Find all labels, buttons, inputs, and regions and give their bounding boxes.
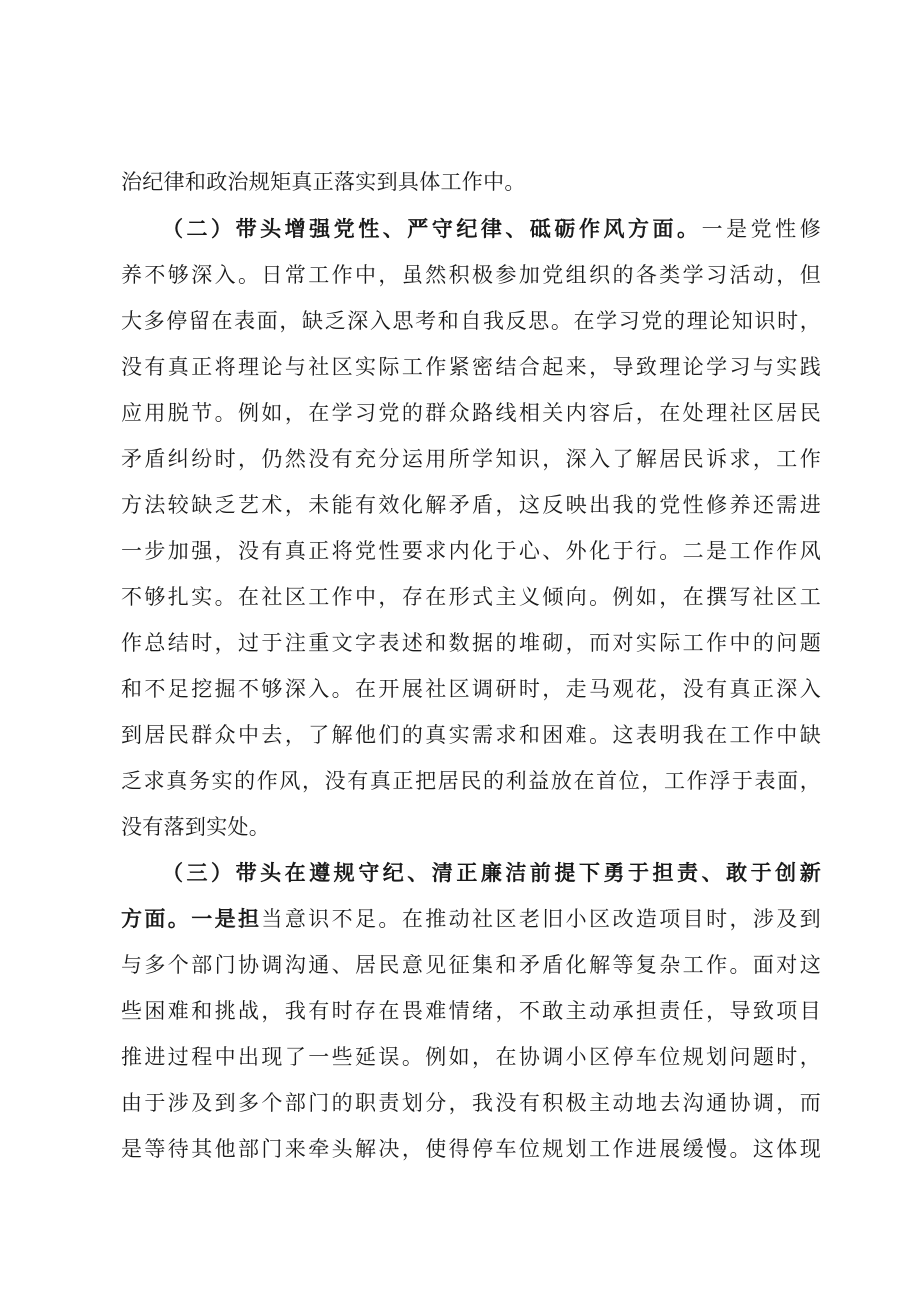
paragraph-line bbox=[121, 298, 821, 344]
section-heading-line bbox=[162, 206, 821, 252]
paragraph-line bbox=[121, 252, 821, 298]
line-text: 推进过程中出现了一些延误。例如，在协调小区停车位规划问题时， bbox=[121, 1045, 821, 1069]
paragraph-line bbox=[121, 344, 821, 390]
line-text: 一是党性修 bbox=[701, 217, 821, 241]
paragraph-line bbox=[121, 159, 821, 205]
paragraph-line bbox=[121, 574, 821, 620]
paragraph-line bbox=[121, 758, 821, 804]
line-text: 没有真正将理论与社区实际工作紧密结合起来，导致理论学习与实践 bbox=[121, 355, 821, 379]
line-text: 和不足挖掘不够深入。在开展社区调研时，走马观花，没有真正深入 bbox=[121, 677, 821, 701]
paragraph-line bbox=[121, 804, 821, 850]
paragraph-line bbox=[121, 988, 821, 1034]
line-text: 是等待其他部门来牵头解决，使得停车位规划工作进展缓慢。这体现 bbox=[121, 1137, 821, 1161]
section-heading-three: （三）带头在遵规守纪、清正廉洁前提下勇于担责、敢于创新 bbox=[162, 860, 821, 885]
line-text: 与多个部门协调沟通、居民意见征集和矛盾化解等复杂工作。面对这 bbox=[121, 953, 821, 977]
line-text: 到居民群众中去，了解他们的真实需求和困难。这表明我在工作中缺 bbox=[121, 723, 821, 747]
line-text: 大多停留在表面，缺乏深入思考和自我反思。在学习党的理论知识时， bbox=[121, 309, 821, 333]
line-text: 由于涉及到多个部门的职责划分，我没有积极主动地去沟通协调，而 bbox=[121, 1091, 821, 1115]
paragraph-line bbox=[121, 666, 821, 712]
line-text: 一步加强，没有真正将党性要求内化于心、外化于行。二是工作作风 bbox=[121, 539, 821, 563]
line-text: 乏求真务实的作风，没有真正把居民的利益放在首位，工作浮于表面， bbox=[121, 769, 821, 793]
paragraph-line bbox=[121, 1034, 821, 1080]
line-text: 应用脱节。例如，在学习党的群众路线相关内容后，在处理社区居民 bbox=[121, 401, 821, 425]
line-text: 养不够深入。日常工作中，虽然积极参加党组织的各类学习活动，但 bbox=[121, 263, 821, 287]
paragraph-line bbox=[121, 436, 821, 482]
line-text: 不够扎实。在社区工作中，存在形式主义倾向。例如，在撰写社区工 bbox=[121, 585, 821, 609]
line-text: 些困难和挑战，我有时存在畏难情绪，不敢主动承担责任，导致项目 bbox=[121, 999, 821, 1023]
paragraph-line bbox=[121, 620, 821, 666]
line-text: 作总结时，过于注重文字表述和数据的堆砌，而对实际工作中的问题 bbox=[121, 631, 821, 655]
paragraph-line bbox=[121, 942, 821, 988]
paragraph-line bbox=[121, 528, 821, 574]
line-text: 矛盾纠纷时，仍然没有充分运用所学知识，深入了解居民诉求，工作 bbox=[121, 447, 821, 471]
section-heading-line bbox=[162, 850, 821, 896]
paragraph-line bbox=[121, 390, 821, 436]
line-text: 方法较缺乏艺术，未能有效化解矛盾，这反映出我的党性修养还需进 bbox=[121, 493, 821, 517]
line-text: 没有落到实处。 bbox=[121, 815, 271, 839]
paragraph-line bbox=[121, 1126, 821, 1172]
paragraph-line bbox=[121, 712, 821, 758]
paragraph-line bbox=[121, 482, 821, 528]
section-heading-three-cont: 方面。一是担 bbox=[121, 906, 262, 931]
paragraph-line bbox=[121, 1080, 821, 1126]
section-heading-line bbox=[121, 896, 821, 942]
line-text: 当意识不足。在推动社区老旧小区改造项目时，涉及到 bbox=[261, 907, 821, 931]
line-text: 治纪律和政治规矩真正落实到具体工作中。 bbox=[121, 170, 526, 194]
section-heading-two: （二）带头增强党性、严守纪律、砥砺作风方面。 bbox=[162, 216, 702, 241]
